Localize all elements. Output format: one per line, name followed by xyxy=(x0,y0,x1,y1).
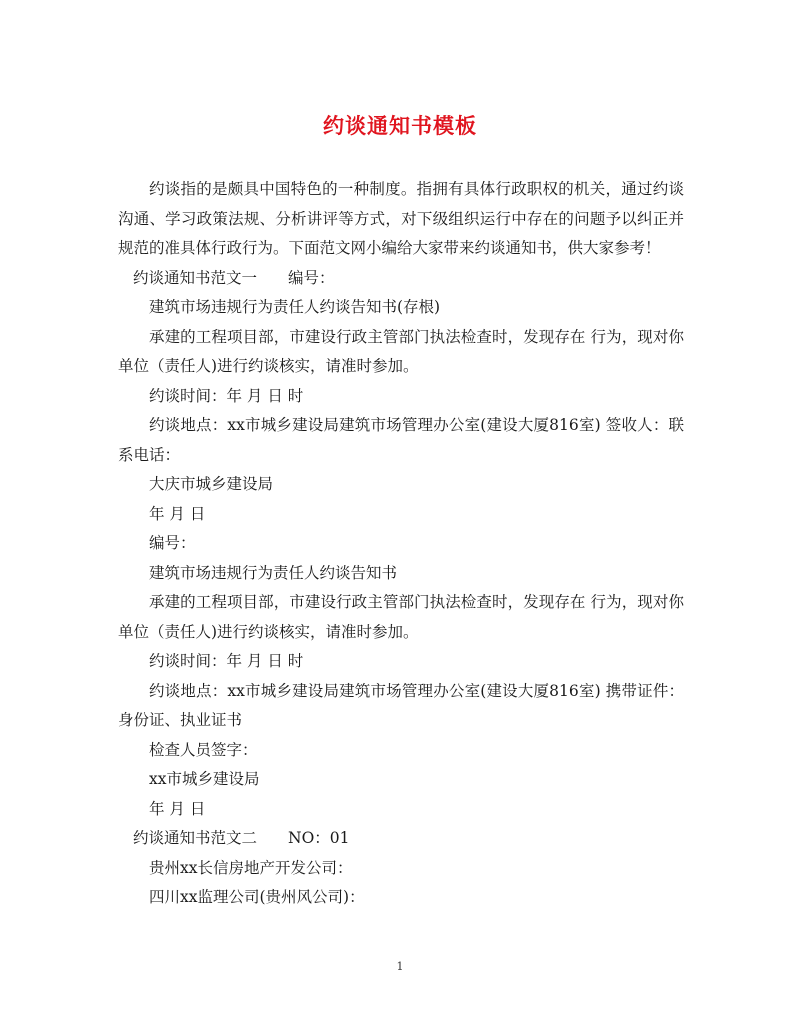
paragraph: 四川xx监理公司(贵州风公司)： xyxy=(149,888,365,906)
paragraph: 年 月 日 xyxy=(149,504,206,523)
document-body xyxy=(118,175,684,913)
paragraph: 编号： xyxy=(149,534,196,552)
paragraph: 建筑市场违规行为责任人约谈告知书 xyxy=(149,563,398,582)
paragraph: 约谈时间：年 月 日 时 xyxy=(149,652,304,670)
page-number: 1 xyxy=(396,960,404,973)
paragraph: 约谈地点：xx市城乡建设局建筑市场管理办公室(建设大厦816室) 携带证件：身份证、执业证书 xyxy=(118,681,684,729)
paragraph: 约谈通知书范文二 NO：01 xyxy=(133,829,350,847)
paragraph: 约谈通知书范文一 编号： xyxy=(133,268,335,287)
paragraph: 建筑市场违规行为责任人约谈告知书(存根) xyxy=(149,298,441,316)
paragraph: 贵州xx长信房地产开发公司： xyxy=(149,858,353,877)
paragraph: 承建的工程项目部，市建设行政主管部门执法检查时，发现存在 行为，现对你单位（责任人)进行约谈核实，请准时参加。 xyxy=(118,593,684,641)
paragraph: 检查人员签字： xyxy=(149,740,258,759)
document-title: 约谈通知书模板 xyxy=(323,113,477,138)
paragraph: 年 月 日 xyxy=(149,799,206,818)
paragraph: 大庆市城乡建设局 xyxy=(149,475,274,493)
paragraph: 约谈指的是颇具中国特色的一种制度。指拥有具体行政职权的机关，通过约谈沟通、学习政策法规、分析讲评等方式，对下级组织运行中存在的问题予以纠正并规范的准具体行政行为。下面范文网小编给大家带来约谈通知书，供大家参考！ xyxy=(118,180,684,257)
paragraph: 承建的工程项目部，市建设行政主管部门执法检查时，发现存在 行为，现对你单位（责任人)进行约谈核实，请准时参加。 xyxy=(118,327,684,375)
paragraph: 约谈时间：年 月 日 时 xyxy=(149,386,304,405)
paragraph: xx市城乡建设局 xyxy=(149,770,260,788)
paragraph: 约谈地点：xx市城乡建设局建筑市场管理办公室(建设大厦816室) 签收人：联系电话： xyxy=(118,416,684,464)
